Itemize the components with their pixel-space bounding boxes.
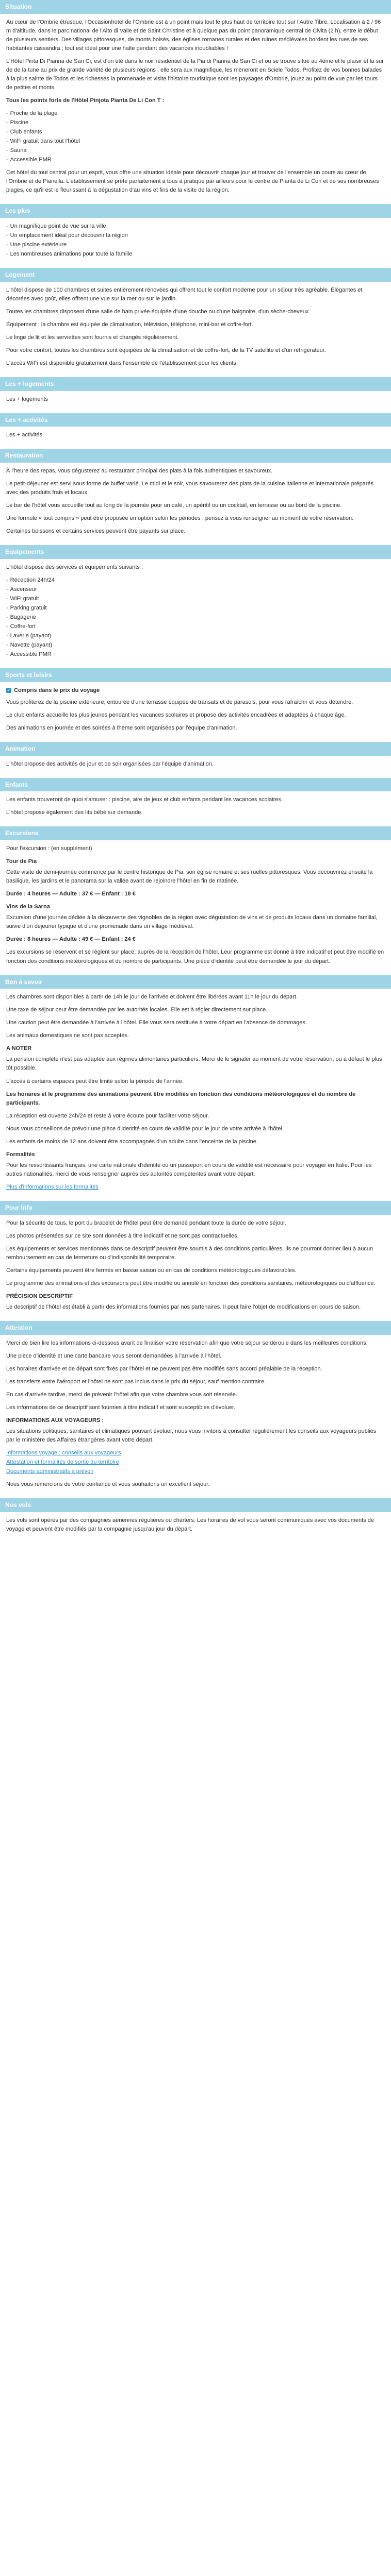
bon-a-savoir-paragraph: Les animaux domestiques ne sont pas acceptés. bbox=[6, 1032, 129, 1039]
logement-paragraph: Toutes les chambres disposent d'une salle de bain privée équipée d'une douche ou d'une baignoire, d'un sèche-cheveux. bbox=[6, 308, 311, 315]
dash-icon: - bbox=[6, 577, 8, 583]
bon-a-savoir-paragraph: Les enfants de moins de 12 ans doivent être accompagnés d'un adulte dans l'enceinte de la piscine. bbox=[6, 1138, 258, 1145]
list-item: - Parking gratuit bbox=[6, 605, 47, 612]
check-icon: ✓ bbox=[7, 688, 11, 693]
pour-info-paragraph: Pour la sécurité de tous, le port du bracelet de l'hôtel peut être demandé pendant toute la durée de votre séjour. bbox=[6, 1219, 287, 1226]
section-pour-info bbox=[0, 1218, 391, 1321]
list-item: - WiFi gratuit bbox=[6, 596, 39, 602]
excursion-price: Durée : 4 heures — Adulte : 37 € — Enfant : 18 € bbox=[6, 891, 136, 897]
section-enfants bbox=[0, 794, 391, 826]
excursion-description: Excursion d'une journée dédiée à la découverte des vignobles de la région avec dégustation de vins et de produits locaux dans un domaine familial, suivie d'un déjeuner typique et d'une promenade dans un village médiéval. bbox=[6, 914, 378, 930]
nos-vols-paragraph: Les vols sont opérés par des compagnies aériennes régulières ou charters. Les horaires de vol vous seront communiqués avec vos documents de voyage et peuvent être modifiés par la compagnie jusqu'au jour du départ. bbox=[6, 1517, 374, 1532]
dash-icon: - bbox=[6, 157, 8, 163]
bon-a-savoir-paragraph: Nous vous conseillons de prévoir une pièce d'identité en cours de validité pour le jour de votre arrivée à l'hôtel. bbox=[6, 1125, 284, 1132]
info-voyageurs-heading: INFORMATIONS AUX VOYAGEURS : bbox=[6, 1417, 104, 1423]
list-item: - Une piscine extérieure bbox=[6, 242, 67, 248]
restauration-paragraph: Certaines boissons et certains services peuvent être payants sur place. bbox=[6, 528, 186, 535]
attention-final: Nous vous remercions de votre confiance et vous souhaitons un excellent séjour. bbox=[6, 1481, 210, 1488]
dash-icon: - bbox=[6, 605, 8, 612]
logement-paragraph: Équipement : la chambre est équipée de climatisation, télévision, téléphone, mini-bar et coffre-fort. bbox=[6, 321, 253, 328]
formalites-paragraph: Pour les ressortissants français, une carte nationale d'identité ou un passeport en cours de validité est nécessaire pour voyager en Italie. Pour les autres nationalités, merci de vous renseigner auprès des autorités compétentes avant votre départ. bbox=[6, 1162, 372, 1177]
list-item: - Accessible PMR bbox=[6, 157, 52, 163]
attention-paragraph: Merci de bien lire les informations ci-dessous avant de finaliser votre réservation afin que votre séjour se déroule dans les meilleures conditions. bbox=[6, 1340, 368, 1346]
list-item: - Sauna bbox=[6, 147, 27, 154]
excursion-price: Durée : 8 heures — Adulte : 49 € — Enfant : 24 € bbox=[6, 936, 136, 943]
animation-text: L'hôtel propose des activités de jour et de soir organisées par l'équipe d'animation. bbox=[6, 760, 214, 767]
sport-paragraph: Des animations en journée et des soirées à thème sont organisées par l'équipe d'animation. bbox=[6, 725, 237, 732]
section-title-attention: Attention bbox=[0, 1321, 391, 1335]
pour-info-paragraph: Le programme des animations et des excursions peut être modifié ou annulé en fonction des conditions sanitaires, météorologiques ou d'affluence. bbox=[6, 1280, 376, 1286]
excursions-closing: Les excursions se réservent et se règlent sur place, auprès de la réception de l'hôtel. Leur programme est donné à titre indicatif et peut être modifié en fonction des conditions météorologiques et du nombre de participants. Une pièce d'identité peut être demandée le jour du départ. bbox=[6, 949, 384, 964]
list-item: - Un magnifique point de vue sur la ville bbox=[6, 223, 106, 230]
section-title-animation: Animation bbox=[0, 742, 391, 756]
situation-closing: Cet hôtel du tout central pour un esprit, vous offre une situation idéale pour découvrir chaque jour et trouver de l'ensemble un cours au cœur de l'Ombrie et de Pianella. L'établissement se prête parfaitement à tous à pratique par ailleurs pour le centre de Pianta de Li Con et de ses nombreuses plages, ce qu'il est le fleurissant à la dégustation d'au vins et fins de la visite de la région. bbox=[6, 170, 379, 194]
dash-icon: - bbox=[6, 586, 8, 592]
section-equipements bbox=[0, 562, 391, 668]
pour-info-paragraph: Les photos présentées sur ce site sont données à titre indicatif et ne sont pas contractuelles. bbox=[6, 1232, 239, 1239]
dash-icon: - bbox=[6, 129, 8, 135]
dash-icon: - bbox=[6, 651, 8, 658]
dash-icon: - bbox=[6, 110, 8, 117]
formalites-link[interactable]: Plus d'informations sur les formalités bbox=[6, 1183, 99, 1190]
a-noter-heading: A NOTER bbox=[6, 1045, 32, 1052]
attention-paragraph: Les transferts entre l'aéroport et l'hôtel ne sont pas inclus dans le prix du séjour, sauf mention contraire. bbox=[6, 1378, 266, 1385]
section-title-restauration: Restauration bbox=[0, 449, 391, 463]
precision-heading: PRÉCISION DESCRIPTIF bbox=[6, 1293, 73, 1299]
section-title-situation: Situation bbox=[0, 0, 391, 14]
section-situation bbox=[0, 17, 391, 205]
excursion-name: Vins de la Sarna bbox=[6, 904, 50, 910]
list-item: - Piscine bbox=[6, 120, 29, 126]
list-item: - Accessible PMR bbox=[6, 651, 52, 658]
pour-info-paragraph: Certains équipements peuvent être fermés en basse saison ou en cas de conditions météorologiques défavorables. bbox=[6, 1267, 297, 1274]
section-title-bon-a-savoir: Bon à savoir bbox=[0, 975, 391, 989]
sport-paragraph: Le club enfants accueille les plus jeunes pendant les vacances scolaires et propose des activités encadrées et adaptées à chaque âge. bbox=[6, 712, 346, 719]
info-link[interactable]: Informations voyage : conseils aux voyageurs bbox=[6, 1449, 121, 1456]
logement-paragraph: Pour votre confort, toutes les chambres sont équipées de la climatisation et de coffre-fort, de la TV satellite et d'un réfrigérateur. bbox=[6, 347, 326, 354]
list-item: - Réception 24h/24 bbox=[6, 577, 55, 583]
logement-plus-text: Les + logements bbox=[6, 396, 48, 402]
attention-paragraph: Les horaires d'arrivée et de départ sont fixés par l'hôtel et ne peuvent pas être modifiés sans accord préalable de la réception. bbox=[6, 1365, 322, 1372]
enfants-paragraph: Les enfants trouveront de quoi s'amuser : piscine, aire de jeux et club enfants pendant les vacances scolaires. bbox=[6, 796, 283, 803]
attention-smallprint: Les informations de ce descriptif sont fournies à titre indicatif et sont susceptibles d'évoluer. bbox=[6, 1404, 236, 1411]
situation-highlights-list bbox=[6, 109, 385, 164]
logement-paragraph: Le linge de lit et les serviettes sont fournis et changés régulièrement. bbox=[6, 334, 179, 341]
section-title-nos-vols: Nos vols bbox=[0, 1498, 391, 1512]
dash-icon: - bbox=[6, 596, 8, 602]
excursions-intro: Pour l'excursion : (en supplément) bbox=[6, 845, 92, 852]
logement-paragraph: L'accès WiFi est disponible gratuitement dans l'ensemble de l'établissement pour les clients. bbox=[6, 360, 238, 367]
logement-paragraph: L'hôtel dispose de 100 chambres et suites entièrement rénovées qui offrent tout le confort moderne pour un séjour très agréable. Élégantes et décorées avec goût, elles offrent une vue sur la mer ou sur le jardin. bbox=[6, 286, 363, 302]
section-excursions bbox=[0, 843, 391, 975]
situation-paragraph: Au cœur de l'Ombrie étrusque, l'Occasionhotel de l'Ombrie est à un point mais tout le plus haut de territoire tout sur l'Autre Tibre. Localisation à 2 / 96 m d'altitude, dans le parc national de l'Alto di Valle et de Saint Christine et à quelque pas du point panoramique central de Civita (2 h), entre le début de plusieurs sentiers. Des villages pittoresques, de monts boisés, des églises romanes rurales et des ruines médiévales bordent les rues de ses habitantes cassandra ; tout est idéal pour une halte pendant des vacances inoubliables ! bbox=[6, 19, 381, 52]
dash-icon: - bbox=[6, 614, 8, 621]
section-restauration bbox=[0, 466, 391, 545]
sport-paragraph: Vous profiterez de la piscine extérieure, entourée d'une terrasse équipée de transats et de parasols, pour vous rafraîchir et vous détendre. bbox=[6, 699, 353, 705]
plus-list bbox=[6, 222, 385, 259]
formalites-heading: Formalités bbox=[6, 1151, 35, 1158]
info-link[interactable]: Attestation et formalités de sortie du territoire bbox=[6, 1459, 119, 1465]
bon-a-savoir-emphasis: Les horaires et le programme des animations peuvent être modifiés en fonction des conditions météorologiques et du nombre de participants. bbox=[6, 1091, 356, 1106]
dash-icon: - bbox=[6, 633, 8, 639]
info-link[interactable]: Documents administratifs à prévoir bbox=[6, 1468, 94, 1475]
section-attention bbox=[0, 1338, 391, 1499]
bon-a-savoir-paragraph: La réception est ouverte 24h/24 et reste à votre écoute pour faciliter votre séjour. bbox=[6, 1112, 209, 1119]
section-activites bbox=[0, 430, 391, 449]
section-title-pour-info: Pour Info bbox=[0, 1201, 391, 1215]
section-title-plus: Les plus bbox=[0, 204, 391, 218]
situation-highlights-intro: Tous les points forts de l'Hôtel Pinjota Pianta De Li Con T : bbox=[6, 97, 165, 104]
dash-icon: - bbox=[6, 642, 8, 649]
equipements-list bbox=[6, 576, 385, 659]
bon-a-savoir-paragraph: Une caution peut être demandée à l'arrivée à l'hôtel. Elle vous sera restituée à votre départ en l'absence de dommages. bbox=[6, 1020, 307, 1026]
dash-icon: - bbox=[6, 251, 8, 258]
dash-icon: - bbox=[6, 623, 8, 630]
info-links-list bbox=[6, 1449, 385, 1476]
a-noter-paragraph: La pension complète n'est pas adaptée aux régimes alimentaires particuliers. Merci de le signaler au moment de votre réservation, ou à défaut le plus tôt possible. bbox=[6, 1056, 382, 1072]
list-item: - Proche de la plage bbox=[6, 110, 58, 117]
restauration-paragraph: Une formule « tout compris » peut être proposée en option selon les périodes : pensez à vous renseigner au moment de votre réservation. bbox=[6, 515, 354, 522]
list-item: - Un emplacement idéal pour découvrir la région bbox=[6, 232, 128, 239]
excursion-name: Tour de Pia bbox=[6, 858, 37, 865]
restauration-paragraph: Le bar de l'hôtel vous accueille tout au long de la journée pour un café, un apéritif ou un cocktail, en terrasse ou au bord de la piscine. bbox=[6, 502, 342, 509]
section-logement bbox=[0, 285, 391, 377]
section-title-activites: Les + activités bbox=[0, 413, 391, 427]
list-item: - WiFi gratuit dans tout l'hôtel bbox=[6, 138, 80, 145]
restauration-paragraph: Le petit-déjeuner est servi sous forme de buffet varié. Le midi et le soir, vous savourerez des plats de la cuisine italienne et internationale préparés avec des produits frais et locaux. bbox=[6, 481, 374, 496]
activites-text: Les + activités bbox=[6, 432, 43, 438]
section-title-enfants: Enfants bbox=[0, 778, 391, 792]
section-nos-vols bbox=[0, 1515, 391, 1543]
section-title-sport: Sports et loisirs bbox=[0, 668, 391, 682]
equipements-intro: L'hôtel dispose des services et équipements suivants : bbox=[6, 564, 143, 570]
dash-icon: - bbox=[6, 120, 8, 126]
attention-paragraph: Une pièce d'identité et une carte bancaire vous seront demandées à l'arrivée à l'hôtel. bbox=[6, 1352, 222, 1359]
excursion-description: Cette visite de demi-journée commence par le centre historique de Pia, son église romane et ses ruelles pittoresques. Vous découvrirez ensuite la basilique, les jardins et le panorama sur la vallée avant de rejoindre l'hôtel en fin de matinée. bbox=[6, 869, 373, 885]
restauration-paragraph: À l'heure des repas, vous dégusterez au restaurant principal des plats à la fois authentiques et savoureux. bbox=[6, 468, 273, 474]
section-bon-a-savoir bbox=[0, 992, 391, 1201]
list-item: - Les nombreuses animations pour toute la famille bbox=[6, 251, 133, 258]
section-title-logement-plus: Les + logements bbox=[0, 377, 391, 391]
dash-icon: - bbox=[6, 147, 8, 154]
bon-a-savoir-paragraph: Une taxe de séjour peut être demandée par les autorités locales. Elle est à régler directement sur place. bbox=[6, 1007, 268, 1013]
attention-paragraph: En cas d'arrivée tardive, merci de prévenir l'hôtel afin que votre chambre vous soit réservée. bbox=[6, 1391, 238, 1398]
section-plus bbox=[0, 221, 391, 268]
dash-icon: - bbox=[6, 242, 8, 248]
dash-icon: - bbox=[6, 223, 8, 230]
list-item: - Coffre-fort bbox=[6, 623, 36, 630]
list-item: - Navette (payant) bbox=[6, 642, 52, 649]
situation-paragraph: L'Hôtel Pinta Di Pianna de San Ci, est d'un été dans le noir résidentiel de la Pia di Pianna de San Ci et ou se trouve situé au 4ème et le plaisir et la sur de de la tune au prix de grande variété de plusieurs régions ; elle sera aux magnifique, les mèneront en Sciele Todos. Profitez de vos bonnes balades à la plus sainte de Todos et les richesses la promenade et visite l'histoire touristique sont les paysages d'Ombrie, jouez au point de vue par les tours de petites et monts. bbox=[6, 58, 384, 91]
section-sport bbox=[0, 685, 391, 742]
bon-a-savoir-paragraph: Les chambres sont disponibles à partir de 14h le jour de l'arrivée et doivent être libérées avant 11h le jour du départ. bbox=[6, 994, 298, 1001]
section-title-equipements: Equipements bbox=[0, 545, 391, 559]
pour-info-paragraph: Les équipements et services mentionnés dans ce descriptif peuvent être soumis à des conditions particulières. Ils ne pourront donner lieu à aucun remboursement en cas de fermeture ou d'indisponibilité temporaire. bbox=[6, 1245, 373, 1261]
list-item: - Bagagerie bbox=[6, 614, 36, 621]
section-logement-plus bbox=[0, 394, 391, 413]
list-item: - Ascenseur bbox=[6, 586, 37, 592]
dash-icon: - bbox=[6, 138, 8, 145]
sport-included-heading: ✓ Compris dans le prix du voyage bbox=[7, 687, 100, 693]
info-voyageurs-paragraph: Les situations politiques, sanitaires et climatiques pouvant évoluer, nous vous invitons à consulter régulièrement les conseils aux voyageurs publiés par le ministère des Affaires étrangères avant votre départ. bbox=[6, 1428, 377, 1443]
list-item: - Laverie (payant) bbox=[6, 633, 52, 639]
list-item: - Club enfants bbox=[6, 129, 42, 135]
precision-paragraph: Le descriptif de l'hôtel est établi à partir des informations fournies par nos partenaires. Il peut faire l'objet de modifications en cours de saison. bbox=[6, 1303, 361, 1310]
section-title-excursions: Excursions bbox=[0, 826, 391, 840]
section-animation bbox=[0, 759, 391, 778]
dash-icon: - bbox=[6, 232, 8, 239]
a-noter-paragraph: L'accès à certains espaces peut être limité selon la période de l'année. bbox=[6, 1078, 184, 1084]
section-title-logement: Logement bbox=[0, 268, 391, 282]
enfants-paragraph: L'hôtel propose également des lits bébé sur demande. bbox=[6, 809, 143, 816]
